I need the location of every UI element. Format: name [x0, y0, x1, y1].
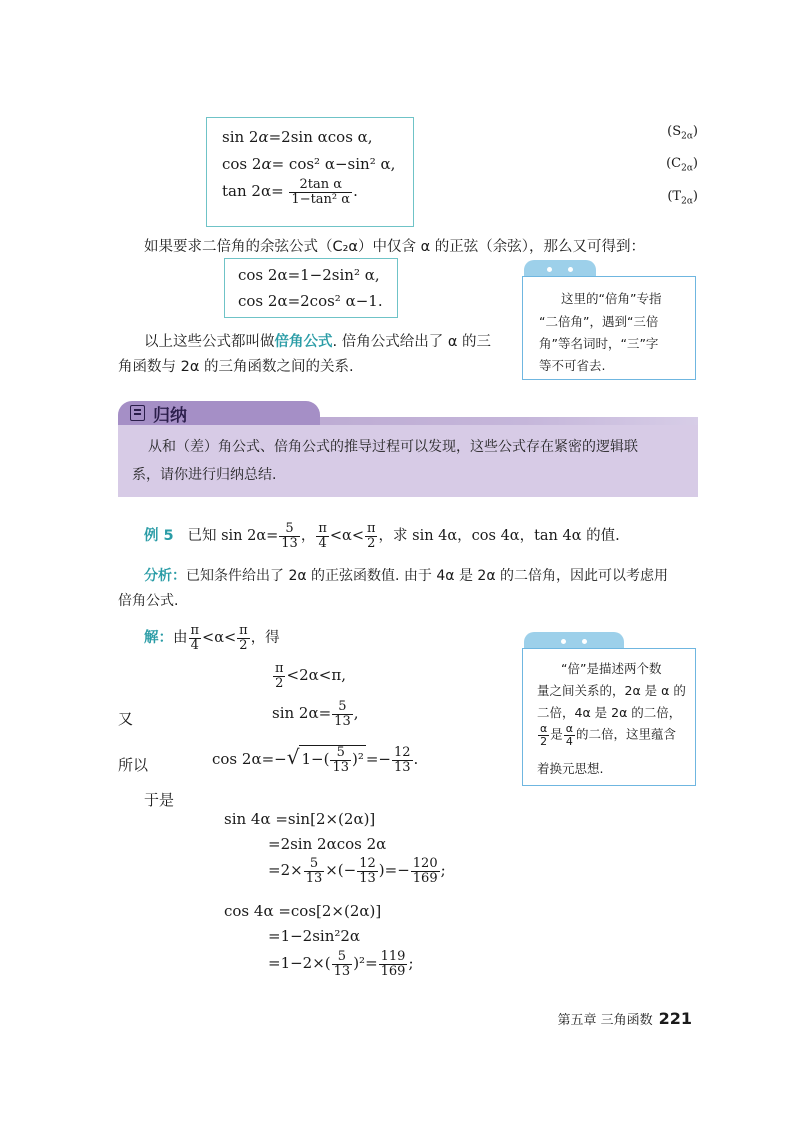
note-line: “二倍角”，遇到“三倍	[539, 314, 659, 329]
summary-title: 归纳	[153, 405, 187, 426]
dot-icon	[561, 639, 566, 644]
label-suoyi: 所以	[118, 756, 149, 774]
label-yushi: 于是	[144, 791, 175, 809]
dot-icon	[568, 267, 573, 272]
formula-c2a: cos 2α= cos² α−sin² α,	[222, 155, 396, 173]
note-line: 角”等名词时，“三”字	[539, 336, 659, 351]
summary-tab	[118, 401, 320, 425]
solution-cos2a: cos 2α=−√ 1−( $\frac{5}{13}$ )² =− $\frac{12}{13}$ .	[212, 745, 419, 775]
cos4a-step3: =1−2×( $\frac{5}{13}$ )²= $\frac{119}{169}$ ;	[268, 949, 414, 979]
sin4a-step3: =2× $\frac{5}{13}$ ×(− $\frac{12}{13}$ )=− $\frac{120}{169}$ ;	[268, 856, 446, 886]
example-5: 例 5 已知 sin 2α= $\frac{5}{13}$ ， $\frac{\pi}{4}$ <α< $\frac{\pi}{2}$ ，求 sin 4α，cos 4α，tan 4α 的值.	[144, 521, 620, 551]
solution-range: $\frac{\pi}{2}$ <2α<π,	[275, 661, 346, 691]
example-label: 例 5	[144, 528, 174, 545]
note-line: 这里的“倍角”专指	[561, 291, 662, 306]
note-line: $\frac{\alpha}{2}$ 是 $\frac{\alpha}{4}$ 的二倍，这里蕴含	[540, 722, 677, 748]
sin4a-step1: sin 4α =sin[2×(2α)]	[224, 810, 376, 828]
note-line: 量之间关系的，2α 是 α 的	[537, 683, 686, 698]
analysis: 分析：已知条件给出了 2α 的正弦函数值. 由于 4α 是 2α 的二倍角，因此可以考虑用	[144, 568, 669, 584]
summary-line: 系，请你进行归纳总结.	[132, 467, 277, 483]
note-line: “倍”是描述两个数	[561, 661, 662, 676]
formula-t2a: tan 2α= $\frac{\text{2tan α}}{\text{1−tan² α}}$ .	[222, 177, 358, 207]
summary-line: 从和（差）角公式、倍角公式的推导过程可以发现，这些公式存在紧密的逻辑联	[148, 439, 638, 455]
note-double-angle	[522, 276, 696, 380]
paragraph-cosine-variants: 如果要求二倍角的余弦公式（C₂α）中仅含 α 的正弦（余弦），那么又可得到：	[144, 239, 646, 255]
tag-c2a: $(C_{2\alpha})$	[666, 156, 698, 174]
term-double-angle-formula: 倍角公式	[274, 334, 333, 350]
chapter-title: 第五章 三角函数	[557, 1013, 653, 1028]
solution-start: 解：由 $\frac{\pi}{4}$ <α< $\frac{\pi}{2}$ ，得	[144, 623, 280, 653]
note-multiple	[522, 648, 696, 786]
solution-label: 解：	[144, 630, 173, 647]
analysis-label: 分析：	[144, 568, 186, 584]
note-line: 二倍，4α 是 2α 的二倍，	[537, 705, 682, 720]
paragraph-definition: 以上这些公式都叫做倍角公式. 倍角公式给出了 α 的三	[144, 334, 491, 350]
cos4a-step2: =1−2sin²2α	[268, 927, 361, 945]
note-line: 等不可省去.	[539, 358, 606, 373]
page-footer	[557, 1009, 692, 1028]
paragraph-definition-cont: 角函数与 2α 的三角函数之间的关系.	[118, 359, 354, 375]
summary-box	[118, 425, 698, 497]
tag-s2a: $(S_{2\alpha})$	[667, 124, 698, 142]
solution-sin2a: sin 2α= $\frac{5}{13}$ ,	[272, 699, 359, 729]
page-number: 221	[658, 1009, 692, 1028]
dot-icon	[582, 639, 587, 644]
tag-t2a: $(T_{2\alpha})$	[667, 189, 698, 207]
dot-icon	[547, 267, 552, 272]
note-line: 着换元思想.	[537, 761, 604, 776]
analysis-cont: 倍角公式.	[118, 593, 179, 609]
sin4a-step2: =2sin 2αcos 2α	[268, 835, 387, 853]
formula-s2a: sin 2α=2sin αcos α,	[222, 128, 373, 146]
formula-cos-cos: cos 2α=2cos² α−1.	[238, 292, 383, 310]
formula-cos-sin: cos 2α=1−2sin² α,	[238, 266, 380, 284]
cos4a-step1: cos 4α =cos[2×(2α)]	[224, 902, 382, 920]
label-you: 又	[118, 710, 134, 728]
summary-icon	[130, 405, 145, 421]
